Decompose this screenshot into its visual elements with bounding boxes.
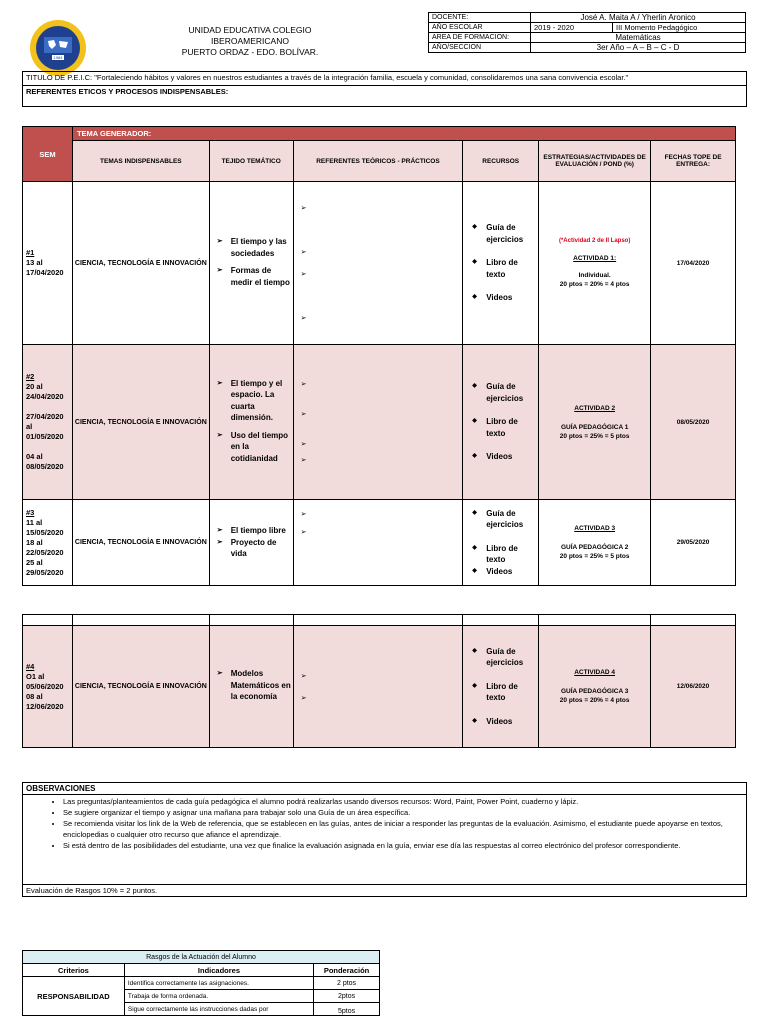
tema-cell: CIENCIA, TECNOLOGÍA E INNOVACIÓN: [72, 345, 209, 500]
observacion-item: • Si está dentro de las posibilidades del estudiante, una vez que finalice la evaluación asignada en la guía, enviar ese día las respuestas al correo electrónico del profesor correspondiente.: [63, 840, 746, 851]
info-label: AÑO ESCOLAR: [429, 23, 531, 33]
tema-cell: CIENCIA, TECNOLOGÍA E INNOVACIÓN: [72, 626, 209, 748]
info-label: DOCENTE:: [429, 13, 531, 23]
col-header: RECURSOS: [463, 141, 539, 182]
tejido-cell: [209, 345, 293, 500]
recurso-item: ◆ Guía de ejercicios: [472, 222, 537, 245]
week-date: 01/05/2020: [26, 432, 64, 441]
table-row: [23, 500, 736, 586]
arrow-icon: ➢: [300, 205, 307, 212]
fecha-cell: 17/04/2020: [651, 182, 736, 345]
recurso-item: ◆ Videos: [472, 292, 537, 304]
referentes-cell: [293, 345, 463, 500]
week-date: 22/05/2020: [26, 547, 64, 557]
info-value: 2019 - 2020: [531, 23, 613, 33]
info-value: José A. Maita A / Yherlin Aronico: [531, 13, 746, 23]
activity-detail: Individual.: [578, 272, 611, 279]
indicador-cell: Identifica correctamente las asignaciones.: [124, 977, 313, 990]
tema-generador: TEMA GENERADOR:: [72, 127, 735, 141]
ponderacion-cell: 2 ptos: [314, 977, 380, 990]
activity-title: ACTIVIDAD 3: [574, 525, 616, 532]
fecha-cell: 29/05/2020: [651, 500, 736, 586]
arrow-icon: ➢: [300, 672, 307, 680]
rasgos-evaluation-note: Evaluación de Rasgos 10% = 2 puntos.: [23, 884, 746, 896]
info-value: III Momento Pedagógico: [613, 23, 746, 33]
table-row: [23, 626, 736, 748]
activity-points: 20 ptos = 25% = 5 ptos: [559, 432, 630, 440]
sem-header: SEM: [23, 127, 73, 182]
rasgos-table: [22, 950, 380, 1016]
activity-title: ACTIVIDAD 1:: [573, 255, 617, 262]
observacion-item: • Se recomienda visitar los link de la Web de referencia, que se establecen en las guías, antes de iniciar a responder las preguntas de la evaluación. Asimismo, el estudiante puede apoyarse en textos, enciclopedias o cualquier otro recurso que afiance el aprendizaje.: [63, 818, 746, 840]
tejido-item: ➢ El tiempo libre: [217, 525, 292, 537]
school-line: PUERTO ORDAZ - EDO. BOLÍVAR.: [181, 47, 319, 57]
plan-table-continued: [22, 614, 736, 748]
estrategias-cell: [539, 345, 651, 500]
estrategias-cell: [539, 626, 651, 748]
recursos-cell: [463, 182, 539, 345]
arrow-icon: ➢: [300, 457, 307, 464]
tejido-cell: [209, 182, 293, 345]
col-header: TEJIDO TEMÁTICO: [209, 141, 293, 182]
observacion-item: • Se sugiere organizar el tiempo y asignar una mañana para trabajar solo una Guía de un área específica.: [63, 807, 746, 818]
arrow-icon: ➢: [300, 529, 307, 536]
tejido-cell: [209, 500, 293, 586]
table-row: [23, 345, 736, 500]
week-date: 11 al: [26, 517, 43, 527]
activity-detail: GUÍA PEDAGÓGICA 3: [560, 688, 629, 695]
title-box: [22, 71, 747, 107]
week-date: 24/04/2020: [26, 392, 64, 401]
estrategias-cell: [539, 500, 651, 586]
rasgos-header: Ponderación: [314, 964, 380, 977]
week-date: 18 al: [26, 537, 43, 547]
fecha-cell: 08/05/2020: [651, 345, 736, 500]
recurso-item: ◆ Libro de texto: [472, 543, 537, 566]
recurso-item: ◆ Videos: [472, 716, 537, 728]
arrow-icon: ➢: [300, 315, 307, 322]
col-header: TEMAS INDISPENSABLES: [72, 141, 209, 182]
referentes-title: REFERENTES ETICOS Y PROCESOS INDISPENSABLES:: [26, 87, 229, 96]
criterio-cell: RESPONSABILIDAD: [23, 977, 125, 1016]
activity-points: 20 ptos = 25% = 5 ptos: [559, 553, 630, 560]
week-date: 05/06/2020: [26, 681, 64, 691]
week-cell: [23, 500, 73, 586]
week-number: #3: [26, 507, 35, 517]
table-row: [23, 182, 736, 345]
indicador-cell: Sigue correctamente las instrucciones dadas por: [124, 1003, 313, 1016]
recurso-item: ◆ Libro de texto: [472, 681, 537, 704]
arrow-icon: ➢: [300, 249, 307, 256]
arrow-icon: ➢: [300, 694, 307, 702]
week-date: 08 al: [26, 691, 43, 701]
logo-map-icon: [44, 37, 72, 53]
recurso-item: ◆ Guía de ejercicios: [472, 646, 537, 669]
col-header: REFERENTES TEÓRICOS - PRÁCTICOS: [293, 141, 463, 182]
tejido-item: ➢ Uso del tiempo en la cotidianidad: [217, 430, 292, 465]
observaciones-list: [23, 796, 746, 851]
info-label: AÑO/SECCION: [429, 43, 531, 53]
recurso-item: ◆ Libro de texto: [472, 416, 537, 439]
plan-table: [22, 126, 736, 586]
ponderacion-cell: 2ptos: [314, 990, 380, 1003]
rasgos-header: Indicadores: [124, 964, 313, 977]
recurso-item: ◆ Videos: [472, 451, 537, 463]
observaciones-title: OBSERVACIONES: [23, 783, 746, 795]
week-cell: [23, 626, 73, 748]
tejido-item: ➢ Modelos Matemáticos en la economía: [217, 668, 292, 703]
recurso-item: ◆ Guía de ejercicios: [472, 508, 537, 531]
week-date: O1 al: [26, 671, 45, 681]
fecha-cell: 12/06/2020: [651, 626, 736, 748]
referentes-cell: [293, 500, 463, 586]
recurso-item: ◆ Guía de ejercicios: [472, 381, 537, 404]
activity-title: ACTIVIDAD 4: [574, 669, 616, 676]
logo-emblem: 1984: [36, 26, 80, 70]
activity-detail: GUÍA PEDAGÓGICA 2: [560, 544, 629, 551]
arrow-icon: ➢: [300, 381, 307, 388]
referentes-cell: [293, 182, 463, 345]
activity-detail: GUÍA PEDAGÓGICA 1: [560, 423, 629, 431]
week-date: al: [26, 422, 33, 431]
peic-title: TITULO DE P.E.I.C: "Fortaleciendo hábitos y valores en nuestros estudiantes a través de la integración familia, escuela y comunidad, consolidaremos una sana convivencia escolar.": [23, 72, 746, 86]
school-line: IBEROAMERICANO: [211, 36, 289, 46]
recurso-item: ◆ Videos: [472, 566, 537, 578]
week-date: 15/05/2020: [26, 527, 64, 537]
week-number: #2: [26, 372, 35, 381]
week-date: 27/04/2020: [26, 412, 64, 421]
arrow-icon: ➢: [300, 511, 307, 518]
referentes-cell: [293, 626, 463, 748]
week-date: 13 al: [26, 258, 43, 267]
rasgos-title: Rasgos de la Actuación del Alumno: [23, 951, 380, 964]
week-date: 12/06/2020: [26, 701, 64, 711]
estrategias-cell: [539, 182, 651, 345]
week-number: #4: [26, 661, 35, 671]
info-table: [428, 12, 746, 53]
recursos-cell: [463, 345, 539, 500]
col-header: FECHAS TOPE DE ENTREGA:: [651, 141, 736, 182]
school-line: UNIDAD EDUCATIVA COLEGIO: [188, 25, 312, 35]
activity-note: (*Actividad 2 de II Lapso): [558, 238, 631, 244]
tejido-item: ➢ El tiempo y el espacio. La cuarta dimensión.: [217, 378, 292, 424]
indicador-cell: Trabaja de forma ordenada.: [124, 990, 313, 1003]
col-header: ESTRATEGIAS/ACTIVIDADES DE EVALUACIÓN / POND (%): [539, 141, 651, 182]
ponderacion-cell: 5ptos: [314, 1003, 380, 1016]
tejido-cell: [209, 626, 293, 748]
arrow-icon: ➢: [300, 411, 307, 418]
school-logo: [30, 20, 86, 76]
week-cell: [23, 345, 73, 500]
arrow-icon: ➢: [300, 271, 307, 278]
week-number: #1: [26, 248, 35, 257]
week-date: 04 al: [26, 452, 43, 461]
arrow-icon: ➢: [300, 441, 307, 448]
week-date: 17/04/2020: [26, 268, 64, 277]
tejido-item: ➢ Formas de medir el tiempo: [217, 265, 292, 288]
recursos-cell: [463, 500, 539, 586]
week-date: 29/05/2020: [26, 567, 64, 577]
school-name: [150, 25, 350, 58]
info-value: 3er Año – A – B – C - D: [531, 43, 746, 53]
week-date: 08/05/2020: [26, 462, 64, 471]
info-label: AREA DE FORMACION:: [429, 33, 531, 43]
activity-title: ACTIVIDAD 2: [574, 404, 616, 412]
tema-cell: CIENCIA, TECNOLOGÍA E INNOVACIÓN: [72, 500, 209, 586]
observaciones-box: [22, 782, 747, 897]
recursos-cell: [463, 626, 539, 748]
tejido-item: ➢ El tiempo y las sociedades: [217, 236, 292, 259]
tejido-item: ➢ Proyecto de vida: [217, 537, 292, 560]
tema-cell: CIENCIA, TECNOLOGÍA E INNOVACIÓN: [72, 182, 209, 345]
recurso-item: ◆ Libro de texto: [472, 257, 537, 280]
activity-points: 20 ptos = 20% = 4 ptos: [559, 281, 630, 288]
rasgos-header: Criterios: [23, 964, 125, 977]
week-date: 20 al: [26, 382, 43, 391]
observacion-item: • Las preguntas/planteamientos de cada guía pedagógica el alumno podrá realizarlas usando diversos recursos: Word, Paint, Power Point, cuaderno y lápiz.: [63, 796, 746, 807]
info-value: Matemáticas: [531, 33, 746, 43]
empty-row: [23, 615, 736, 626]
activity-points: 20 ptos = 20% = 4 ptos: [559, 697, 630, 704]
week-date: 25 al: [26, 557, 43, 567]
week-cell: [23, 182, 73, 345]
